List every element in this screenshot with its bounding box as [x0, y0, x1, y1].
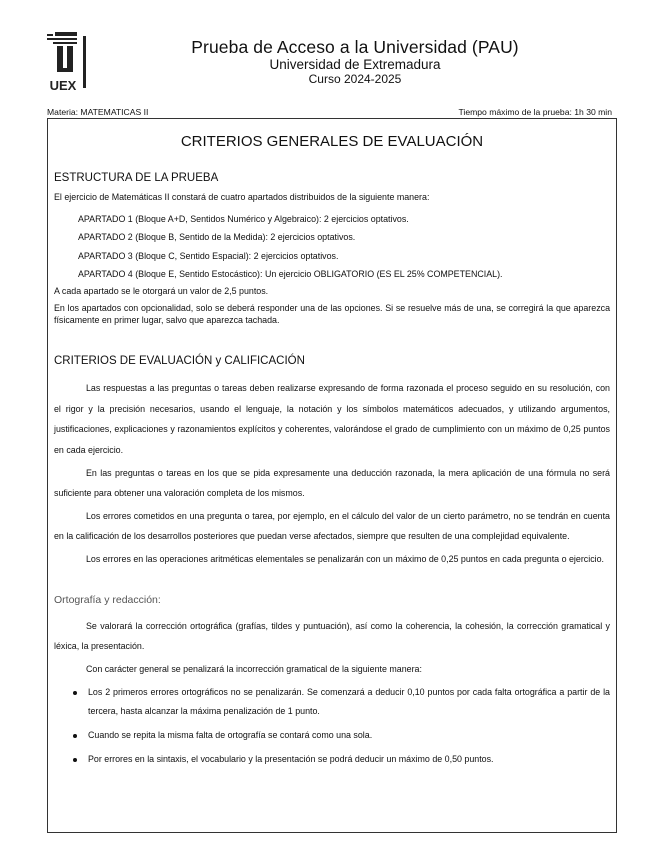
structure-item-4: APARTADO 4 (Bloque E, Sentido Estocástico): Un ejercicio OBLIGATORIO (ES EL 25% COMPETENCIAL). [78, 268, 503, 279]
logo-side-text: UNIVERSIDAD DE EXTREMADURA [87, 38, 91, 91]
page-title: Prueba de Acceso a la Universidad (PAU) [191, 37, 519, 57]
bullet-text: Cuando se repita la misma falta de ortografía se contará como una sola. [88, 730, 373, 741]
list-item [54, 750, 610, 769]
spelling-bullets [54, 683, 610, 769]
spelling-heading: Ortografía y redacción: [54, 593, 161, 606]
bullet-icon [73, 734, 77, 738]
criteria-paragraph-2: En las preguntas o tareas en los que se pida expresamente una deducción razonada, la mera aplicación de una fórmula no será suficiente para obtener una valoración completa de los mismos. [54, 467, 610, 499]
criteria-paragraphs [54, 378, 610, 569]
structure-options: En los apartados con opcionalidad, solo se deberá responder una de las opciones. Si se resuelve más de una, se corregirá la que aparezca físicamente en primer lugar, salvo que aparezca tachada. [54, 303, 610, 326]
university-name: Universidad de Extremadura [269, 57, 441, 72]
structure-heading: ESTRUCTURA DE LA PRUEBA [54, 172, 219, 184]
criteria-paragraph-3: Los errores cometidos en una pregunta o tarea, por ejemplo, en el cálculo del valor de un cierto parámetro, no se tendrán en cuenta en la calificación de los desarrollos posteriores que puedan verse afectados, siempre que resulten de una complejidad equivalente. [54, 510, 610, 542]
bullet-text: Por errores en la sintaxis, el vocabulario y la presentación se podrá deducir un máximo de 0,50 puntos. [88, 754, 494, 765]
criteria-paragraph-4: Los errores en las operaciones aritméticas elementales se penalizarán con un máximo de 0,25 puntos en cada pregunta o ejercicio. [86, 553, 605, 564]
bullet-icon [73, 691, 77, 695]
course-label: Curso 2024-2025 [308, 72, 402, 86]
structure-item-2: APARTADO 2 (Bloque B, Sentido de la Medida): 2 ejercicios optativos. [78, 232, 356, 243]
list-item [54, 726, 610, 745]
structure-item-1: APARTADO 1 (Bloque A+D, Sentidos Numérico y Algebraico): 2 ejercicios optativos. [78, 214, 409, 224]
bullet-text: Los 2 primeros errores ortográficos no se penalizarán. Se comenzará a deducir 0,10 puntos por cada falta ortográfica a partir de la tercera, hasta alcanzar la máxima penalización de 1 punto. [88, 687, 610, 717]
spelling-paragraph-2: Con carácter general se penalizará la incorrección gramatical de la siguiente manera: [86, 663, 422, 674]
structure-item-3: APARTADO 3 (Bloque C, Sentido Espacial): 2 ejercicios optativos. [78, 250, 339, 261]
structure-items [54, 210, 610, 283]
logo-text: UEX [49, 78, 77, 93]
title-block [120, 37, 590, 87]
criteria-box [47, 118, 617, 833]
time-label: Tiempo máximo de la prueba: 1h 30 min [458, 107, 612, 117]
box-title: CRITERIOS GENERALES DE EVALUACIÓN [180, 133, 484, 150]
criteria-paragraph-1: Las respuestas a las preguntas o tareas deben realizarse expresando de forma razonada el proceso seguido en su resolución, con el rigor y la precisión necesarios, usando el lenguaje, la notación y los símbolos matemáticos adecuados, y utilizando argumentos, justificaciones, explicaciones y razonamientos explícitos y coherentes, valorándose el grado de cumplimiento con un máximo de 0,25 puntos en cada ejercicio. [54, 383, 610, 455]
spelling-paragraph-1: Se valorará la corrección ortográfica (grafías, tildes y puntuación), así como la coherencia, la cohesión, la corrección gramatical y léxica, la presentación. [54, 620, 610, 652]
page-header [0, 0, 655, 108]
criteria-content [54, 119, 610, 769]
structure-value: A cada apartado se le otorgará un valor de 2,5 puntos. [54, 286, 269, 297]
structure-intro: El ejercicio de Matemáticas II constará de cuatro apartados distribuidos de la siguiente manera: [54, 192, 430, 202]
subject-label: Materia: MATEMATICAS II [47, 107, 149, 117]
criteria-heading: CRITERIOS DE EVALUACIÓN y CALIFICACIÓN [54, 355, 305, 368]
spelling-paragraphs [54, 616, 610, 680]
list-item [54, 683, 610, 721]
university-logo-icon [45, 32, 89, 94]
bullet-icon [73, 758, 77, 762]
